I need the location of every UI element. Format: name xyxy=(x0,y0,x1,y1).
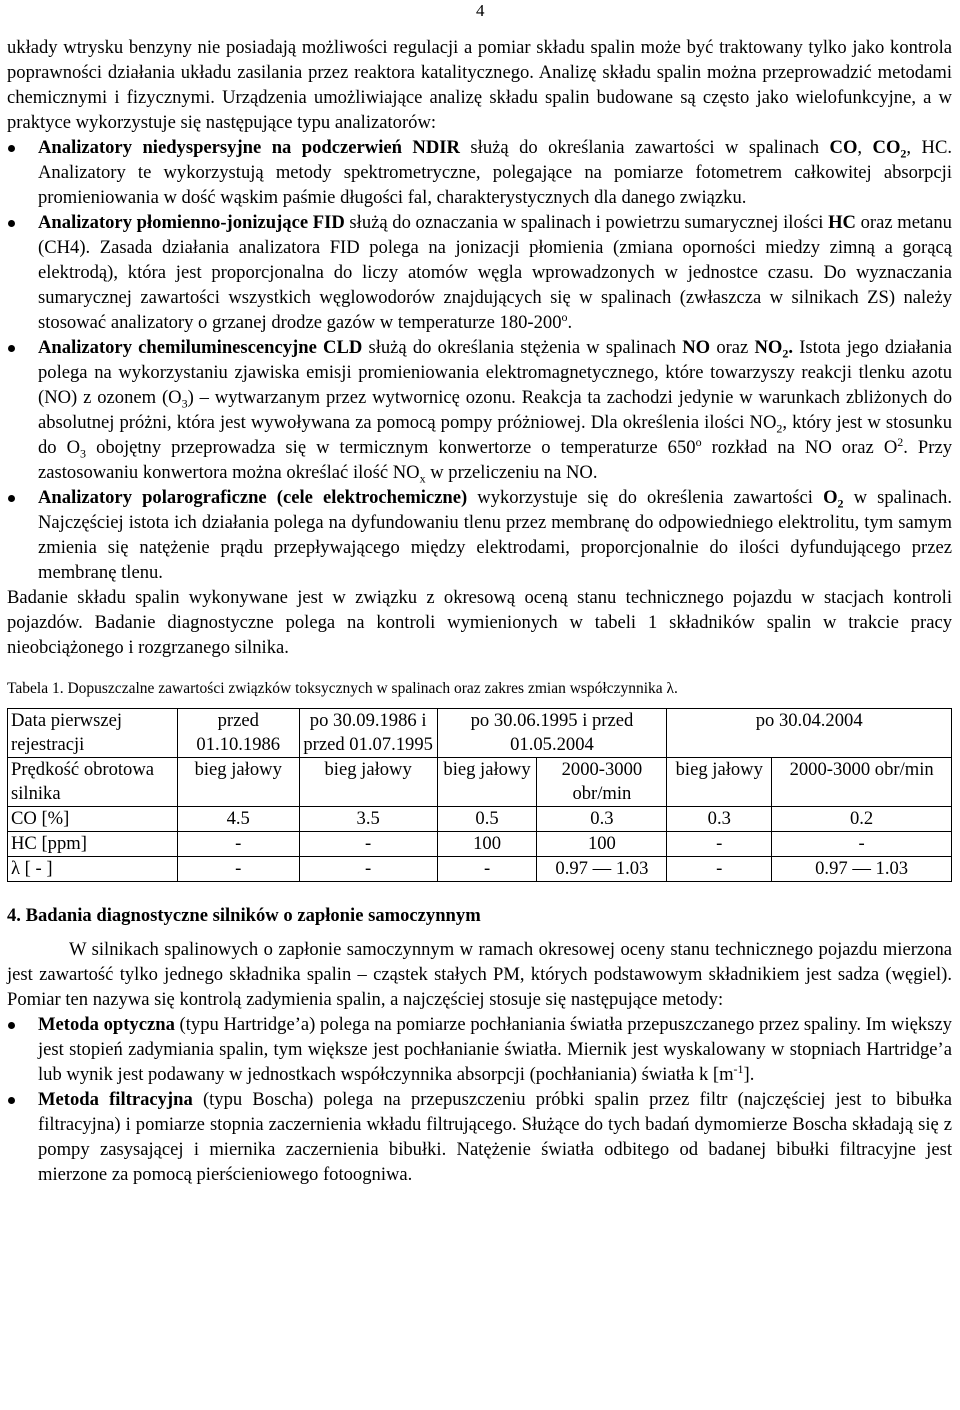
emission-limits-table xyxy=(7,708,952,882)
analyzer-name: Analizatory chemiluminescencyjne CLD xyxy=(38,337,363,358)
table-cell: bieg jałowy xyxy=(437,758,537,807)
table-cell: po 30.04.2004 xyxy=(667,709,952,758)
table-cell: 100 xyxy=(537,832,667,857)
table-cell: - xyxy=(177,857,299,882)
table-cell: Data pierwszej rejestracji xyxy=(8,709,178,758)
list-item-ndir: Analizatory niedyspersyjne na podczerwień NDIR służą do określania zawartości w spalinach CO, $CO_2$, HC. Analizatory te wykorzystują metody spektrometryczne, polegające na pomiarze fotometrem całkowitej absorpcji promieniowania w dość wąskim paśmie długości fal, charakterystycznych dla danego związku. xyxy=(7,135,952,210)
table-cell: po 30.09.1986 i przed 01.07.1995 xyxy=(299,709,437,758)
table-cell: 0.3 xyxy=(537,807,667,832)
document-page xyxy=(7,0,952,1187)
page-number: 4 xyxy=(476,1,485,20)
table-cell: - xyxy=(667,832,772,857)
method-name: Metoda filtracyjna xyxy=(38,1089,193,1110)
analyzer-name: Analizatory płomienno-jonizujące FID xyxy=(38,212,345,233)
table-row-co xyxy=(8,807,952,832)
section-heading: 4. Badania diagnostyczne silników o zapłonie samoczynnym xyxy=(7,905,481,926)
table-cell: 4.5 xyxy=(177,807,299,832)
intro-paragraph: układy wtrysku benzyny nie posiadają możliwości regulacji a pomiar składu spalin może być traktowany tylko jako kontrola poprawności działania układu zasilania przez reaktora katalitycznego. Analizę składu spalin można przeprowadzić metodami chemicznymi i fizycznymi. Urządzenia umożliwiające analizę składu spalin budowane są często jako wielofunkcyjne, a w praktyce wykorzystuje się następujące typu analizatorów: xyxy=(7,37,952,133)
analyzer-list xyxy=(7,135,952,585)
table-cell: bieg jałowy xyxy=(299,758,437,807)
table-cell: - xyxy=(299,857,437,882)
table-cell: 100 xyxy=(437,832,537,857)
table-cell: przed 01.10.1986 xyxy=(177,709,299,758)
list-item-filtration-method: Metoda filtracyjna (typu Boscha) polega na przepuszczeniu próbki spalin przez filtr (najczęściej jest to bibułka filtracyjna) i pomiarze stopnia zaczernienia wkładu filtrującego. Służące do tych badań dymomierze Boscha składają się z pompy zasysającej i miernika zaczernienia bibułki. Natężenie światła odbitego od badanej bibułki filtracyjne jest mierzone za pomocą pierścieniowego fotoogniwa. xyxy=(7,1087,952,1187)
section-intro-paragraph: W silnikach spalinowych o zapłonie samoczynnym w ramach okresowej oceny stanu technicznego pojazdu mierzona jest zawartość tylko jednego składnika spalin – cząstek stałych PM, których podstawowym składnikiem jest sadza (węgiel). Pomiar ten nazywa się kontrolą zadymienia spalin, a najczęściej stosuje się następujące metody: xyxy=(7,939,952,1010)
list-item-fid: Analizatory płomienno-jonizujące FID służą do oznaczania w spalinach i powietrzu sumarycznej ilości HC oraz metanu (CH4). Zasada działania analizatora FID polega na jonizacji płomienia (zmiana oporności miedzy zimną a gorącą elektrodą), która jest proporcjonalna do liczy atomów węgla wprowadzonych w jednostce czasu. Do wyznaczania sumarycznej zawartości wszystkich węglowodorów znajdujących się w spalinach (zwłaszcza w silnikach ZS) należy stosować analizatory o grzanej drodze gazów w temperaturze 180-200$^o$. xyxy=(7,210,952,335)
table-cell: 2000-3000 obr/min xyxy=(772,758,952,807)
table-cell: 0.97 — 1.03 xyxy=(537,857,667,882)
table-cell: bieg jałowy xyxy=(177,758,299,807)
list-item-cld: Analizatory chemiluminescencyjne CLD służą do określania stężenia w spalinach NO oraz $NO_2$. Istota jego działania polega na wykorzystaniu zjawiska emisji promieniowania elektromagnetycznego, które towarzyszy reakcji tlenku azotu (NO) z ozonem $(O_3)$ – wytwarzanym przez wytwornicę ozonu. Reakcja ta zachodzi jedynie w warunkach zbliżonych do absolutnej próżni, która jest wywoływana za pomocą pompy próżniowej. Dla określenia ilości $NO_2$, który jest w stosunku do $O_3$ obojętny przeprowadza się w termicznym konwertorze o temperaturze 650$^o$ rozkład na NO oraz $O^2$. Przy zastosowaniu konwertora można określać ilość $NO_x$ w przeliczeniu na NO. xyxy=(7,335,952,485)
table-cell: 0.97 — 1.03 xyxy=(772,857,952,882)
method-list xyxy=(7,1012,952,1187)
table-cell: 0.5 xyxy=(437,807,537,832)
table-cell: - xyxy=(299,832,437,857)
table-row-speed xyxy=(8,758,952,807)
list-item-optical-method: Metoda optyczna (typu Hartridge’a) polega na pomiarze pochłaniania światła przepuszczanego przez spaliny. Im większy jest stopień zadymiania spalin, tym większe jest pochłanianie światła. Miernik jest wyskalowany w stopniach Hartridge’a lub wynik jest podawany w jednostkach współczynnika absorpcji (pochłaniania) światła k $[m^{-1}]$. xyxy=(7,1012,952,1087)
method-name: Metoda optyczna xyxy=(38,1014,175,1035)
table-cell: - xyxy=(437,857,537,882)
table-cell: - xyxy=(177,832,299,857)
table-row-registration xyxy=(8,709,952,758)
list-item-polarographic: Analizatory polarograficzne (cele elektrochemiczne) wykorzystuje się do określenia zawartości $O_2$ w spalinach. Najczęściej istota ich działania polega na dyfundowaniu tlenu przez membranę do odpowiedniego elektrolitu, tym samym zmienia się natężenie prądu przepływającego między elektrodami, proporcjonalnie do ilości dyfundującego przez membranę tlenu. xyxy=(7,485,952,585)
exhaust-testing-paragraph: Badanie składu spalin wykonywane jest w związku z okresową oceną stanu technicznego pojazdu w stacjach kontroli pojazdów. Badanie diagnostyczne polega na kontroli wymienionych w tabeli 1 składników spalin w trakcie pracy nieobciążonego i rozgrzanego silnika. xyxy=(7,587,952,658)
analyzer-name: Analizatory polarograficzne (cele elektrochemiczne) xyxy=(38,487,468,508)
table-cell: - xyxy=(772,832,952,857)
table-cell: HC [ppm] xyxy=(8,832,178,857)
table-row-lambda xyxy=(8,857,952,882)
table-cell: 0.2 xyxy=(772,807,952,832)
table-cell: λ [ - ] xyxy=(8,857,178,882)
table-cell: 2000-3000 obr/min xyxy=(537,758,667,807)
analyzer-name: Analizatory niedyspersyjne na podczerwień NDIR xyxy=(38,137,460,158)
table-row-hc xyxy=(8,832,952,857)
table-cell: Prędkość obrotowa silnika xyxy=(8,758,178,807)
table-cell: CO [%] xyxy=(8,807,178,832)
table-cell: po 30.06.1995 i przed 01.05.2004 xyxy=(437,709,667,758)
table-cell: 0.3 xyxy=(667,807,772,832)
table-cell: 3.5 xyxy=(299,807,437,832)
table-cell: - xyxy=(667,857,772,882)
table-caption: Tabela 1. Dopuszczalne zawartości związków toksycznych w spalinach oraz zakres zmian współczynnika λ. xyxy=(7,680,678,697)
table-cell: bieg jałowy xyxy=(667,758,772,807)
